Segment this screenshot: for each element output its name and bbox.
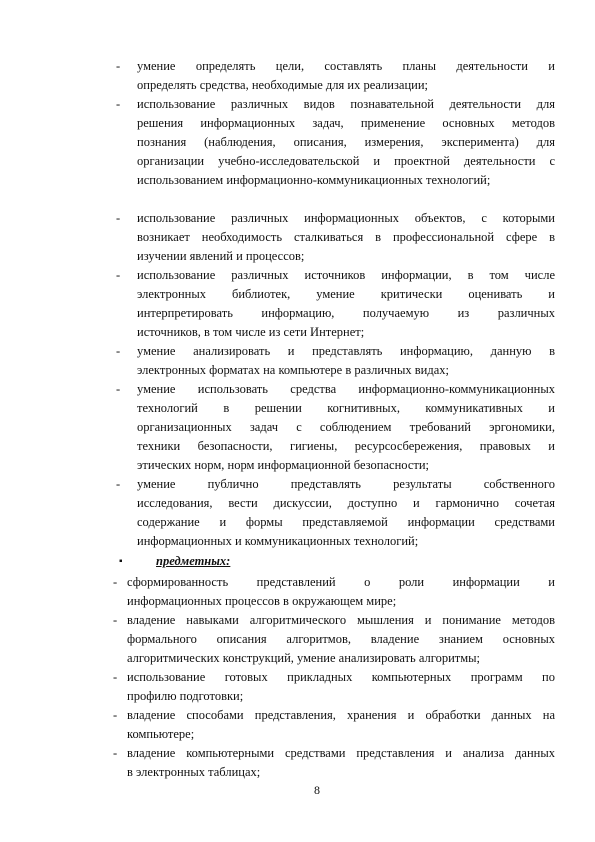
dash-marker: - [116,382,121,396]
text-line: познания (наблюдения, описания, измерения, эксперимента) для [137,135,555,149]
text-line: умение использовать средства информационно-коммуникационных [137,382,555,396]
text-line: владение компьютерными средствами представления и анализа данных [127,746,555,760]
text-line: профилю подготовки; [127,689,244,703]
text-line: этических норм, норм информационной безопасности; [137,458,429,472]
dash-marker: - [113,613,118,627]
page-number: 8 [314,783,320,797]
text-line: владение способами представления, хранения и обработки данных на [127,708,555,722]
text-line: формального описания алгоритмов, владение знанием основных [127,632,555,646]
dash-marker: - [116,344,121,358]
text-line: владение навыками алгоритмического мышления и понимание методов [127,613,555,627]
text-line: алгоритмических конструкций, умение анализировать алгоритмы; [127,651,481,665]
text-line: возникает необходимость сталкиваться в профессиональной сфере в [137,230,555,244]
text-line: использованием информационно-коммуникационных технологий; [137,173,491,187]
text-line: использование различных источников информации, в том числе [137,268,555,282]
text-line: решения информационных задач, применение основных методов [137,116,555,130]
dash-marker: - [113,670,118,684]
text-line: интерпретировать информацию, получаемую из различных [137,306,555,320]
text-line: использование готовых прикладных компьютерных программ по [127,670,555,684]
text-line: организации учебно-исследовательской и проектной деятельности с [137,154,555,168]
text-line: электронных форматах на компьютере в различных видах; [137,363,449,377]
text-line: определять средства, необходимые для их реализации; [137,78,429,92]
text-line: использование различных видов познавательной деятельности для [137,97,555,111]
text-line: информационных и коммуникационных технологий; [137,534,419,548]
dash-marker: - [116,97,121,111]
text-line: содержание и формы представляемой информации средствами [137,515,555,529]
text-line: электронных библиотек, умение критически оценивать и [137,287,555,301]
text-line: умение определять цели, составлять планы деятельности и [137,59,555,73]
text-line: умение анализировать и представлять информацию, данную в [137,344,555,358]
dash-marker: - [116,211,121,225]
text-line: использование различных информационных объектов, с которыми [137,211,555,225]
text-line: технологий в решении когнитивных, коммуникативных и [137,401,555,415]
text-line: исследования, вести дискуссии, доступно и гармонично сочетая [137,496,555,510]
text-line: информационных процессов в окружающем мире; [127,594,397,608]
text-line: изучении явлений и процессов; [137,249,305,263]
dash-marker: - [116,59,121,73]
section-heading: предметных: [156,554,231,568]
text-line: в электронных таблицах; [127,765,261,779]
text-line: источников, в том числе из сети Интернет; [137,325,365,339]
text-line: организационных задач с соблюдением требований эргономики, [137,420,555,434]
text-line: компьютере; [127,727,195,741]
text-line: сформированность представлений о роли информации и [127,575,555,589]
square-bullet-icon: ▪ [119,556,123,567]
dash-marker: - [113,746,118,760]
dash-marker: - [116,477,121,491]
dash-marker: - [116,268,121,282]
dash-marker: - [113,708,118,722]
text-line: техники безопасности, гигиены, ресурсосбережения, правовых и [137,439,555,453]
text-line: умение публично представлять результаты собственного [137,477,555,491]
dash-marker: - [113,575,118,589]
